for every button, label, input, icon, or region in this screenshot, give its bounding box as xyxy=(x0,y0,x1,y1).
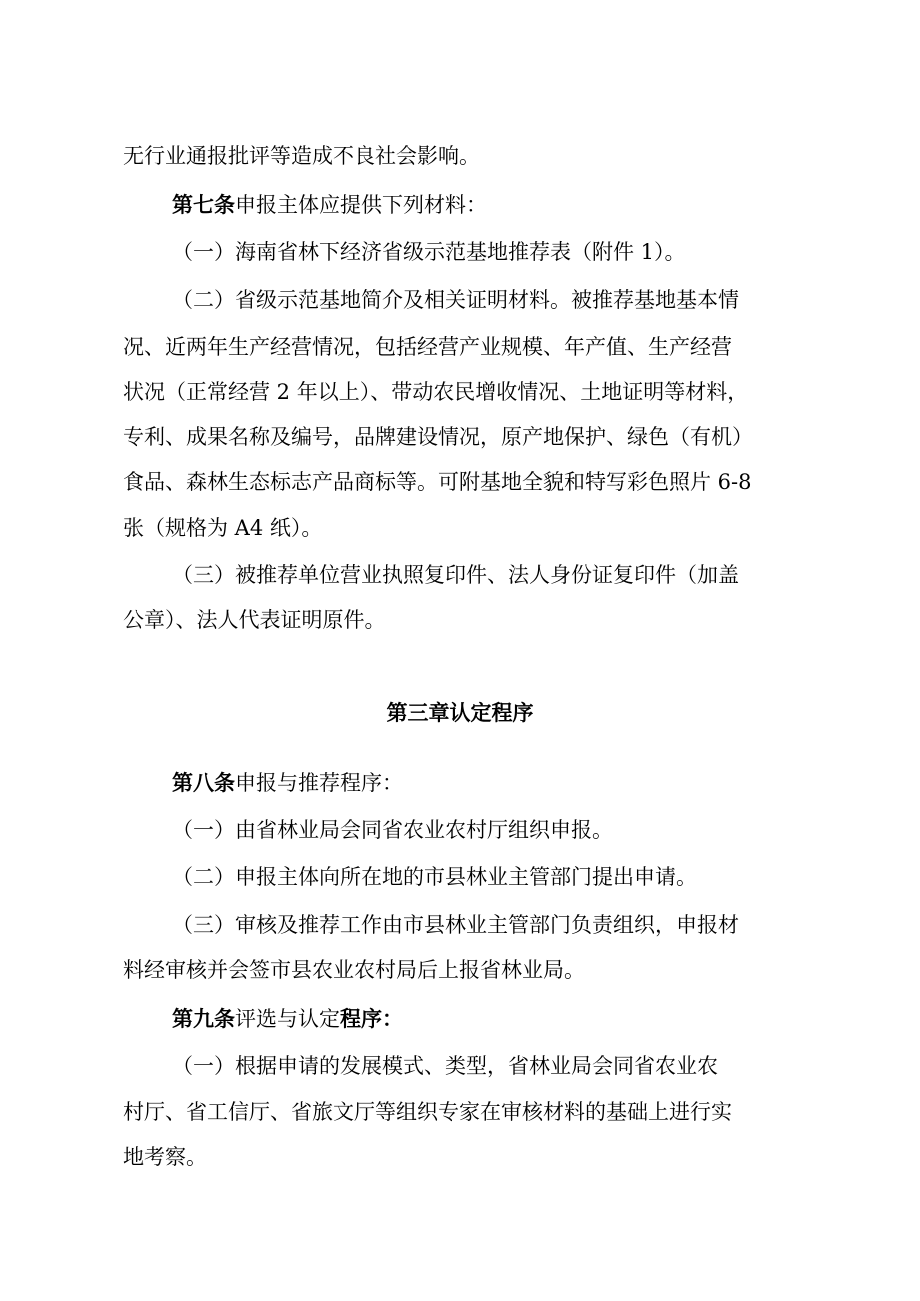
paragraph-line: 状况（正常经营 2 年以上）、带动农民增收情况、土地证明等材料， xyxy=(123,380,749,404)
list-item: （一）海南省林下经济省级示范基地推荐表（附件 1）。 xyxy=(172,240,686,264)
article-9-text-bold: 程序： xyxy=(340,1006,403,1031)
article-7-text: 申报主体应提供下列材料： xyxy=(235,193,487,217)
list-item: （三）审核及推荐工作由市县林业主管部门负责组织，申报材 xyxy=(172,913,739,937)
article-7 xyxy=(172,190,487,220)
article-8-label: 第八条 xyxy=(172,770,235,795)
paragraph-line: 专利、成果名称及编号，品牌建设情况，原产地保护、绿色（有机） xyxy=(123,425,753,449)
paragraph-line: 地考察。 xyxy=(123,1145,207,1169)
list-item: （一）根据申请的发展模式、类型，省林业局会同省农业农 xyxy=(172,1054,718,1078)
paragraph-line: 无行业通报批评等造成不良社会影响。 xyxy=(123,144,480,168)
paragraph-line: 村厅、省工信厅、省旅文厅等组织专家在审核材料的基础上进行实 xyxy=(123,1100,732,1124)
paragraph-line: 公章）、法人代表证明原件。 xyxy=(123,608,386,632)
list-item: （一）由省林业局会同省农业农村厅组织申报。 xyxy=(172,818,613,842)
article-9-text: 评选与认定 xyxy=(235,1007,340,1031)
paragraph-line: 食品、森林生态标志产品商标等。可附基地全貌和特写彩色照片 6-8 xyxy=(123,470,752,494)
chapter-heading: 第三章认定程序 xyxy=(386,700,534,725)
list-item: （二）申报主体向所在地的市县林业主管部门提出申请。 xyxy=(172,865,697,889)
list-item: （二）省级示范基地简介及相关证明材料。被推荐基地基本情 xyxy=(172,288,739,312)
list-item: （三）被推荐单位营业执照复印件、法人身份证复印件（加盖 xyxy=(172,563,739,587)
article-7-label: 第七条 xyxy=(172,192,235,217)
article-8-text: 申报与推荐程序： xyxy=(235,771,403,795)
paragraph-line: 况、近两年生产经营情况，包括经营产业规模、年产值、生产经营 xyxy=(123,335,732,359)
paragraph-line: 料经审核并会签市县农业农村局后上报省林业局。 xyxy=(123,958,585,982)
article-8 xyxy=(172,768,403,798)
article-9 xyxy=(172,1004,403,1034)
article-9-label: 第九条 xyxy=(172,1006,235,1031)
paragraph-line: 张（规格为 A4 纸）。 xyxy=(123,516,323,540)
